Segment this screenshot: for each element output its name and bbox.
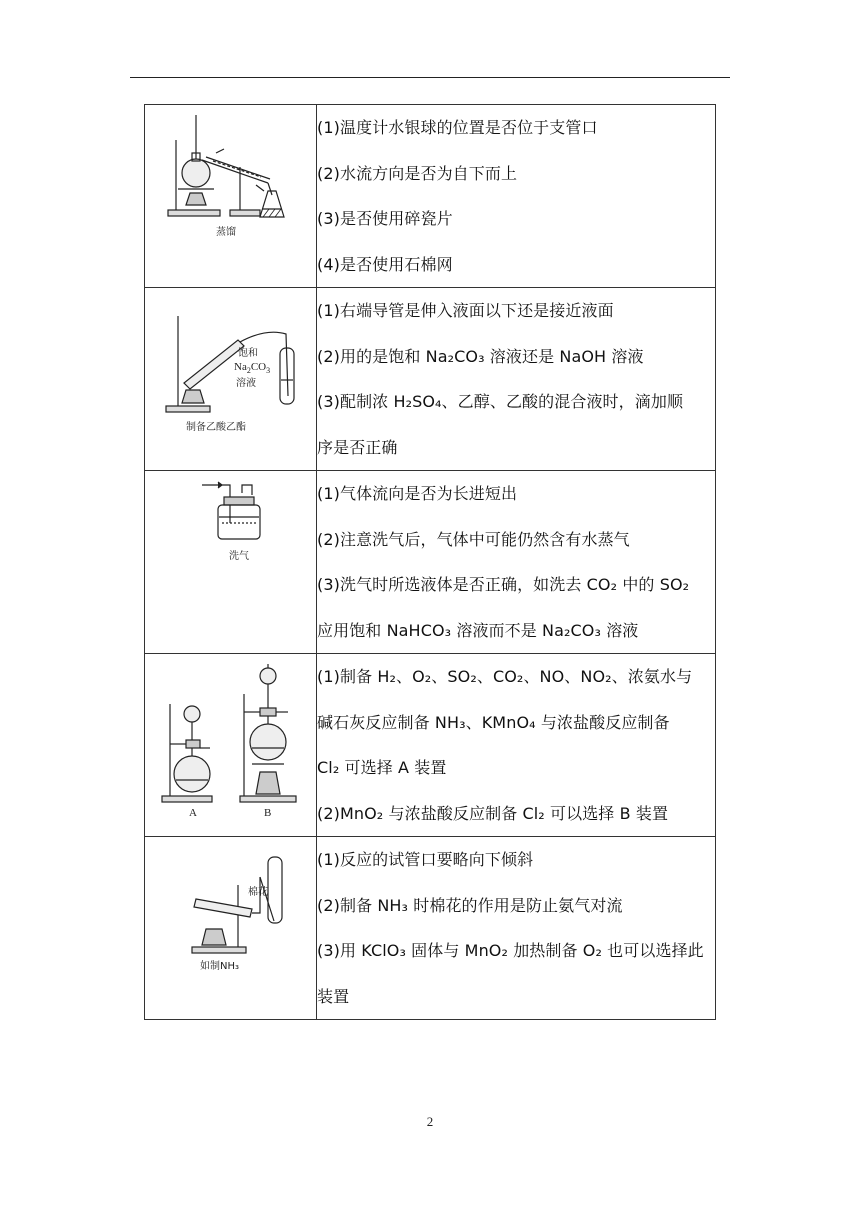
note-line: (2)注意洗气后，气体中可能仍然含有水蒸气 (317, 529, 630, 549)
caption-distillation: 蒸馏 (215, 227, 236, 238)
note-line: (2)水流方向是否为自下而上 (317, 163, 518, 183)
ammonia-diagram-cell (145, 837, 317, 1020)
ammonia-notes-cell (317, 837, 716, 1020)
caption-a: A (188, 807, 197, 819)
ester-diagram-cell (145, 288, 317, 471)
page-number: 2 (426, 1114, 434, 1129)
caption-ammonia: 如制NH₃ (199, 961, 239, 972)
generator-notes-cell (317, 654, 716, 837)
ammonia-apparatus-image (156, 837, 306, 977)
note-line: (3)用 KClO₃ 固体与 MnO₂ 加热制备 O₂ 也可以选择此 (317, 941, 704, 960)
note-line: Cl₂ 可选择 A 装置 (317, 758, 447, 777)
header-rule (130, 77, 730, 78)
label-na2co3: $Na_2CO_3$ (233, 361, 270, 375)
note-line: (3)洗气时所选液体是否正确，如洗去 CO₂ 中的 SO₂ (317, 575, 690, 594)
ester-notes-cell (317, 288, 716, 471)
label-cotton: 棉花 (247, 887, 268, 898)
note-line: (4)是否使用石棉网 (317, 254, 453, 274)
label-saturated: 饱和 (237, 348, 258, 359)
note-line: (3)是否使用碎瓷片 (317, 209, 453, 228)
caption-ethyl-acetate: 制备乙酸乙酯 (185, 422, 246, 433)
generator-diagram-cell (145, 654, 317, 837)
note-line: 装置 (317, 986, 350, 1006)
note-line: (2)用的是饱和 Na₂CO₃ 溶液还是 NaOH 溶液 (317, 346, 644, 366)
note-line: (2)MnO₂ 与浓盐酸反应制备 Cl₂ 可以选择 B 装置 (317, 803, 669, 823)
table-row (145, 471, 716, 654)
note-line: (2)制备 NH₃ 时棉花的作用是防止氨气对流 (317, 895, 623, 915)
note-line: (1)制备 H₂、O₂、SO₂、CO₂、NO、NO₂、浓氨水与 (317, 667, 693, 686)
distillation-apparatus-image (156, 105, 306, 245)
note-line: (1)气体流向是否为长进短出 (317, 484, 518, 503)
note-line: (1)反应的试管口要略向下倾斜 (317, 850, 534, 869)
table-row (145, 837, 716, 1020)
distillation-diagram-cell (145, 105, 317, 288)
distillation-notes-cell (317, 105, 716, 288)
caption-gas-washing: 洗气 (228, 551, 249, 562)
table-row (145, 288, 716, 471)
label-solution: 溶液 (235, 378, 256, 389)
note-line: 序是否正确 (317, 437, 398, 457)
apparatus-table (144, 104, 716, 1020)
gas-wash-notes-cell (317, 471, 716, 654)
ethyl-acetate-apparatus-image (156, 288, 306, 438)
gas-washing-bottle-image (156, 471, 306, 571)
caption-b: B (263, 807, 271, 819)
note-line: 应用饱和 NaHCO₃ 溶液而不是 Na₂CO₃ 溶液 (317, 620, 639, 640)
note-line: (1)右端导管是伸入液面以下还是接近液面 (317, 301, 614, 320)
note-line: (1)温度计水银球的位置是否位于支管口 (317, 118, 598, 137)
note-line: 碱石灰反应制备 NH₃、KMnO₄ 与浓盐酸反应制备 (317, 712, 670, 732)
gas-generator-ab-image (156, 654, 306, 819)
note-line: (3)配制浓 H₂SO₄、乙醇、乙酸的混合液时，滴加顺 (317, 392, 684, 411)
table-row (145, 654, 716, 837)
table-row (145, 105, 716, 288)
gas-wash-diagram-cell (145, 471, 317, 654)
